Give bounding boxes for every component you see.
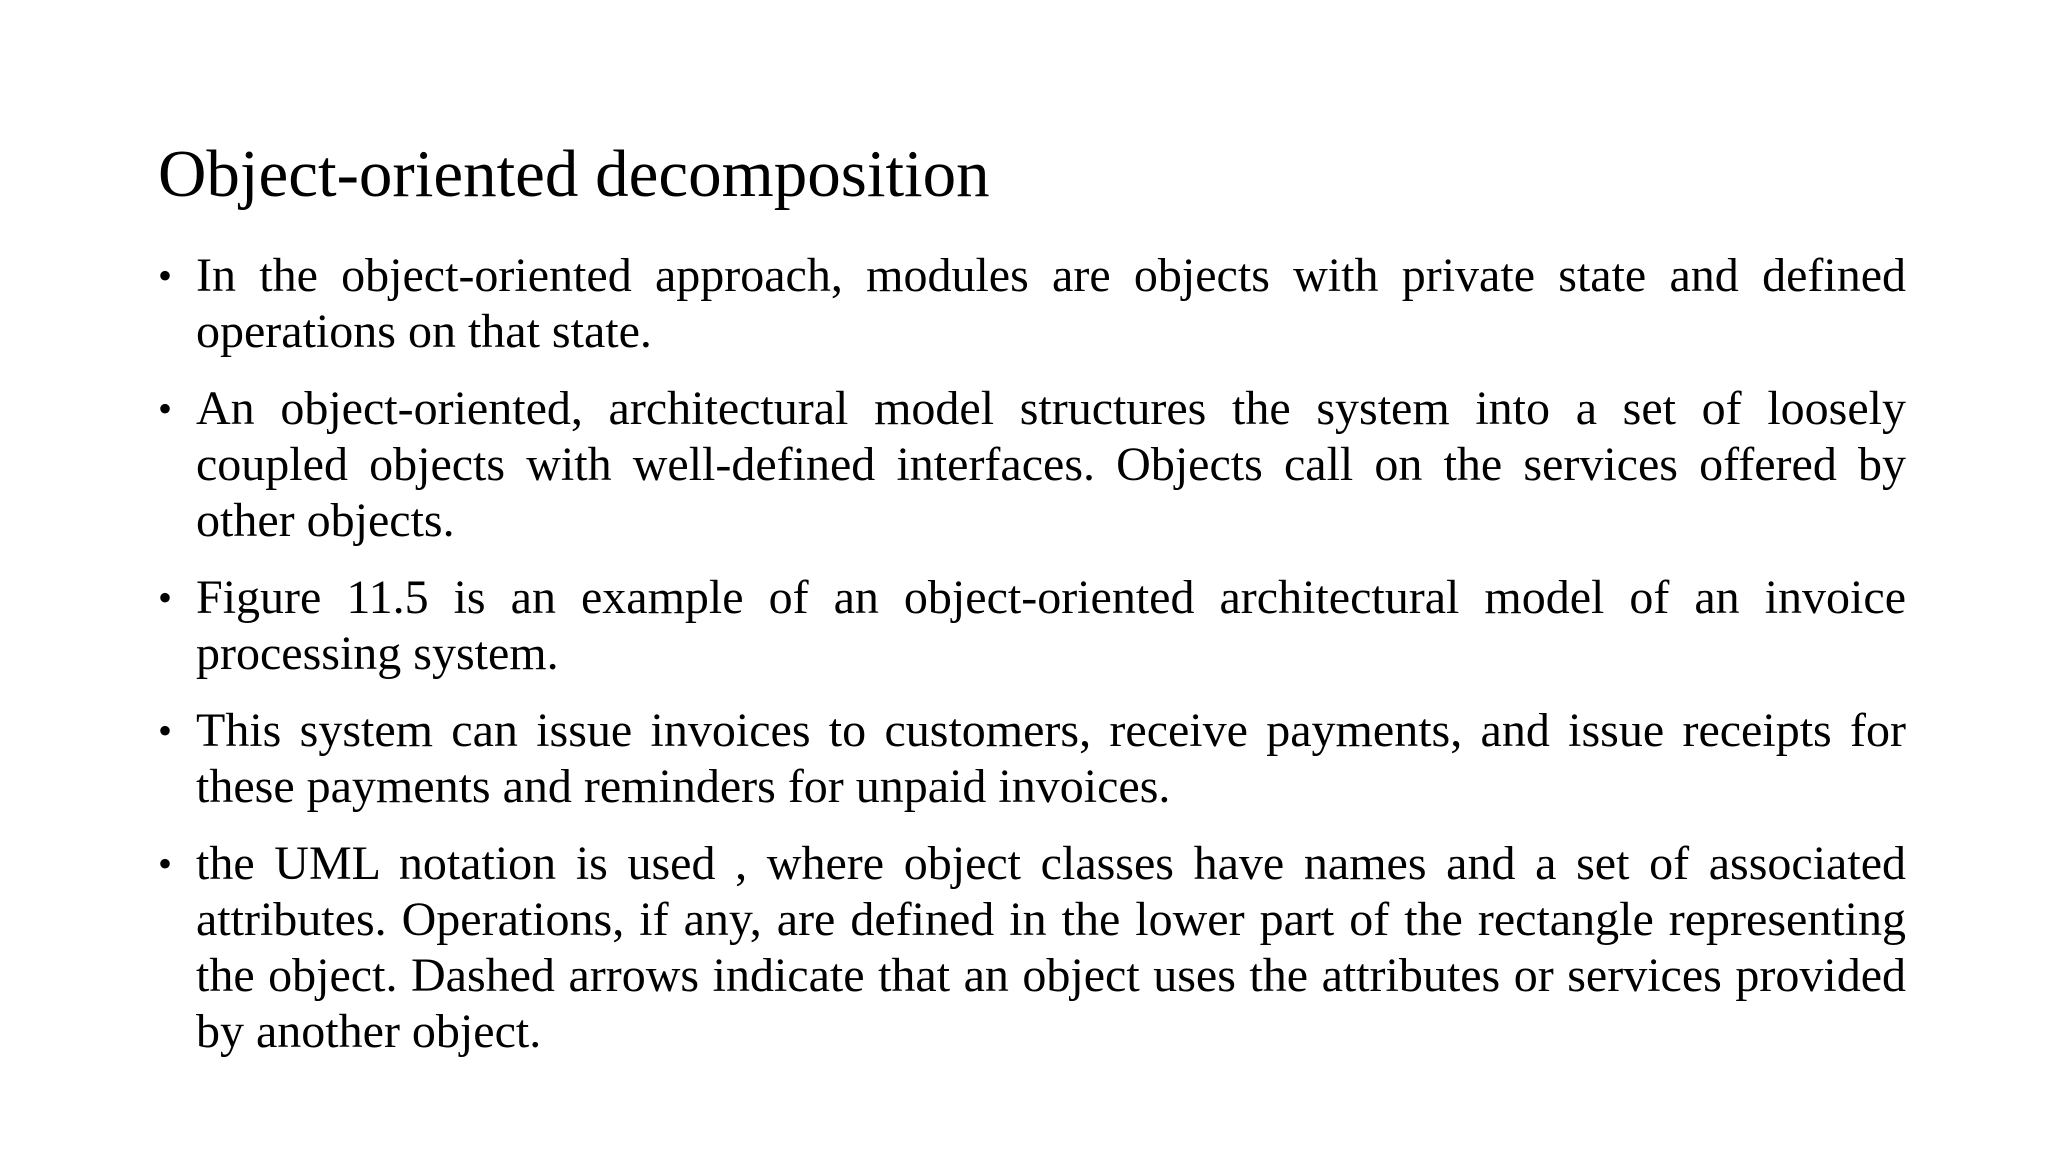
bullet-list: [158, 248, 1906, 1081]
bullet-item: [158, 570, 1906, 682]
bullet-text: An object-oriented, architectural model structures the system into a set of loosely coupled objects with well-defined interfaces. Objects call on the services offered by other objects.: [196, 382, 1906, 547]
bullet-text: Figure 11.5 is an example of an object-oriented architectural model of an invoice processing system.: [196, 571, 1906, 680]
bullet-icon: •: [158, 253, 173, 298]
bullet-icon: •: [158, 708, 173, 753]
bullet-text: This system can issue invoices to customers, receive payments, and issue receipts for these payments and reminders for unpaid invoices.: [196, 704, 1906, 813]
bullet-item: [158, 836, 1906, 1060]
bullet-item: [158, 703, 1906, 815]
bullet-icon: •: [158, 841, 173, 886]
bullet-icon: •: [158, 386, 173, 431]
slide-title: Object-oriented decomposition: [158, 137, 990, 211]
bullet-text: the UML notation is used , where object classes have names and a set of associated attributes. Operations, if any, are defined in the lower part of the rectangle representing the object. Dashed arrows indicate that an object uses the attributes or services provided by another object.: [196, 837, 1906, 1058]
bullet-text: In the object-oriented approach, modules are objects with private state and defined operations on that state.: [196, 249, 1906, 358]
bullet-item: [158, 248, 1906, 360]
bullet-item: [158, 381, 1906, 549]
bullet-icon: •: [158, 575, 173, 620]
